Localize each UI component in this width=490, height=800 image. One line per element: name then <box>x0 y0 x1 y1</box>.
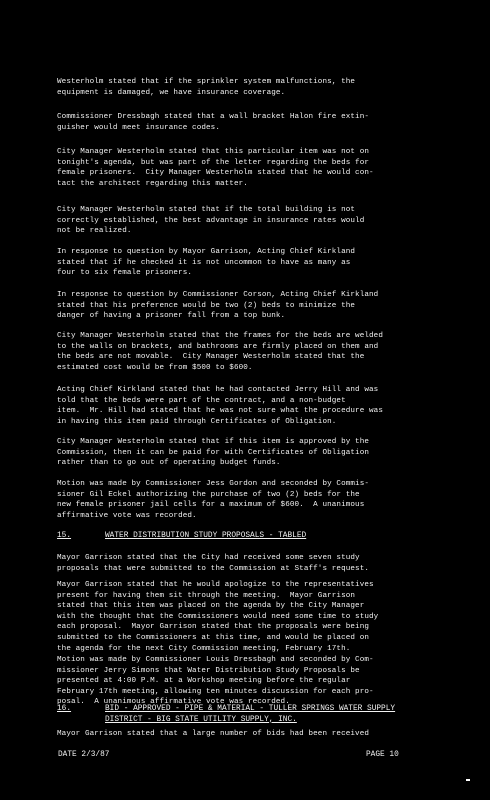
paragraph-bids-received: Mayor Garrison stated that a large number of bids had been received <box>57 730 370 738</box>
section-16-number: 16. <box>57 705 72 713</box>
paragraph-mayor-apology: Mayor Garrison stated that he would apologize to the representatives present for having them sit through the meeting. Mayor Garrison stated that this item was placed on the agenda by the City Manager with the thought that the Commissioners would need some time to study each proposal. Mayor Garrison stated that the proposals were being submitted to the Commissioners at this time, and would be placed on the agenda for the next City Commission meeting, February 17th. <box>57 581 379 653</box>
paragraph-study-proposals: Mayor Garrison stated that the City had received some seven study proposals that were submitted to the Commission at Staff's request. <box>57 554 370 573</box>
footer-date: DATE 2/3/87 <box>58 751 110 759</box>
paragraph-mayor-question: In response to question by Mayor Garrison, Acting Chief Kirkland stated that if he checked it is not uncommon to have as many as four to six female prisoners. <box>57 248 356 278</box>
scan-speck <box>466 779 470 781</box>
paragraph-female-prisoner-beds: City Manager Westerholm stated that this particular item was not on tonight's agenda, but was part of the letter regarding the beds for female prisoners. City Manager Westerholm stated that he would con- tact the architect regarding this matter. <box>57 148 374 188</box>
paragraph-certificates-obligation: City Manager Westerholm stated that if this item is approved by the Commission, then it can be paid for with Certificates of Obligation rather than to go out of operating budget funds. <box>57 438 370 468</box>
paragraph-sprinkler-insurance: Westerholm stated that if the sprinkler system malfunctions, the equipment is damaged, we have insurance coverage. <box>57 78 356 97</box>
paragraph-jerry-hill-contract: Acting Chief Kirkland stated that he had contacted Jerry Hill and was told that the beds were part of the contract, and a non-budget item. Mr. Hill had stated that he was not sure what the procedure was in having this item paid through Certificates of Obligation. <box>57 386 383 426</box>
paragraph-building-insurance-rates: City Manager Westerholm stated that if the total building is not correctly established, the best advantage in insurance rates would not be realized. <box>57 206 365 236</box>
section-15-number: 15. <box>57 532 72 540</box>
section-15-title: WATER DISTRIBUTION STUDY PROPOSALS - TABLED <box>105 532 307 540</box>
paragraph-motion-beds: Motion was made by Commissioner Jess Gordon and seconded by Commis- sioner Gil Eckel authorizing the purchase of two (2) beds for the new female prisoner jail cells for a maximum of $600. A unanimous affirmative vote was recorded. <box>57 480 370 520</box>
paragraph-bed-frames-cost: City Manager Westerholm stated that the frames for the beds are welded to the walls on brackets, and bathrooms are firmly placed on them and the beds are not movable. City Manager Westerholm stated that the estimated cost would be from $500 to $600. <box>57 332 383 372</box>
section-16-title: BID - APPROVED - PIPE & MATERIAL - TULLER SPRINGS WATER SUPPLY DISTRICT - BIG STATE UTILITY SUPPLY, INC. <box>105 705 396 724</box>
footer-page-number: PAGE 10 <box>366 751 399 759</box>
paragraph-motion-workshop: Motion was made by Commissioner Louis Dressbagh and seconded by Com- missioner Jerry Simons that Water Distribution Study Proposals be presented at 4:00 P.M. at a Workshop meeting before the regular February 17th meeting, allowing ten minutes discussion for each pro- posal. A unanimous affirmative vote was recorded. <box>57 656 374 707</box>
paragraph-halon-extinguisher: Commissioner Dressbagh stated that a wall bracket Halon fire extin- guisher would meet insurance codes. <box>57 113 370 132</box>
paragraph-corson-question: In response to question by Commissioner Corson, Acting Chief Kirkland stated that his preference would be two (2) beds to minimize the danger of having a prisoner fall from a top bunk. <box>57 291 379 321</box>
